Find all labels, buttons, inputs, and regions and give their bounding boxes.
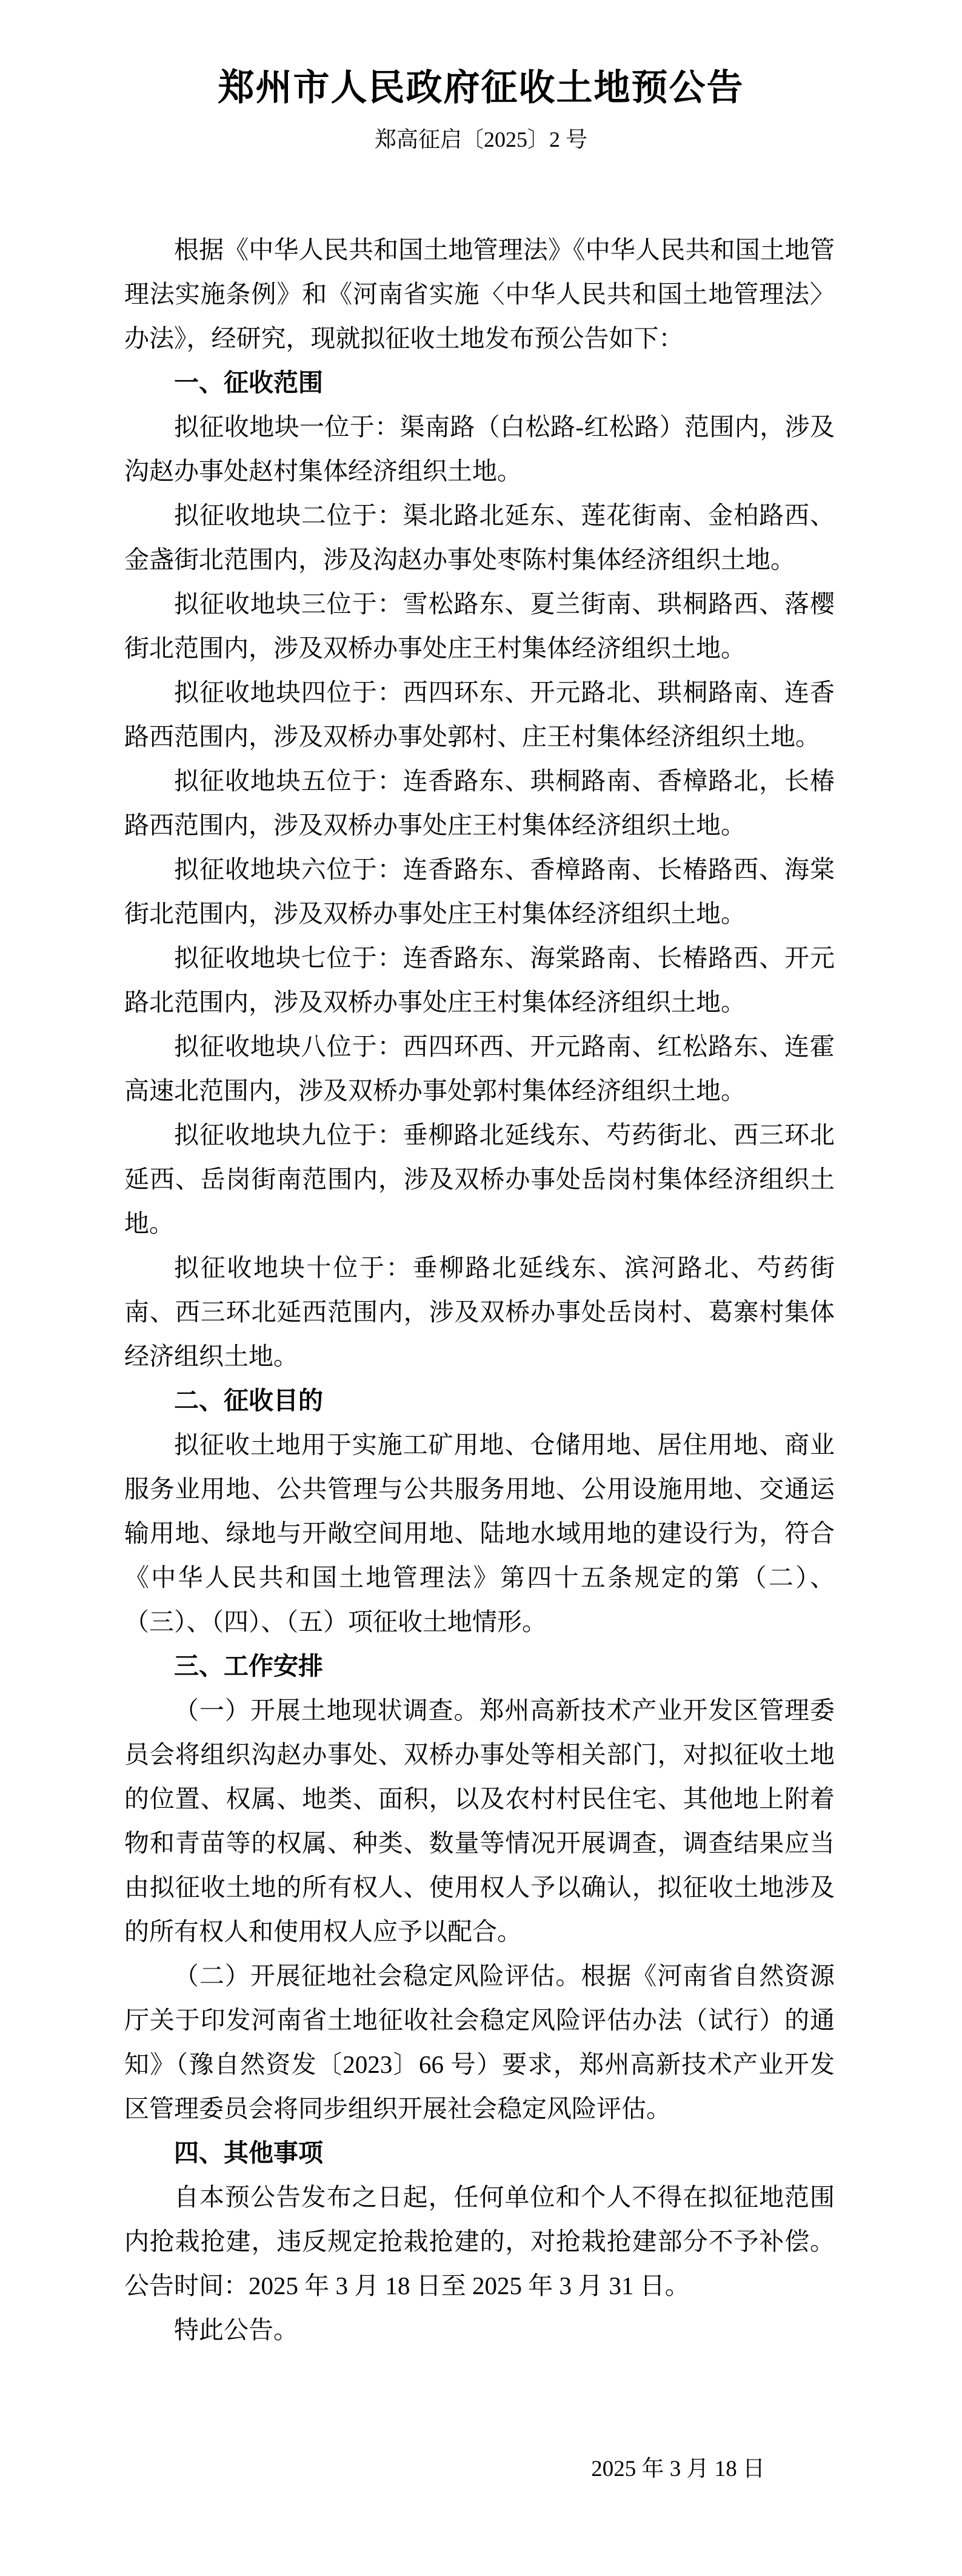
section-heading-scope: 一、征收范围 <box>174 369 323 396</box>
section-heading-work-plan: 三、工作安排 <box>174 1652 323 1680</box>
work-item-risk-assessment-paragraph: （二）开展征地社会稳定风险评估。根据《河南省自然资源厅关于印发河南省土地征收社会稳定风险评估办法（试行）的通知》（豫自然资发〔2023〕66 号）要求，郑州高新技术产业开发区管理委员会将同步组织开展社会稳定风险评估。 <box>124 1962 835 2123</box>
issue-date-text: 2025 年 3 月 18 日 <box>591 2457 765 2481</box>
section-heading-other-matters: 四、其他事项 <box>174 2139 323 2167</box>
document-title: 郑州市人民政府征收土地预公告 <box>218 67 744 108</box>
intro-paragraph: 根据《中华人民共和国土地管理法》《中华人民共和国土地管理法实施条例》和《河南省实施〈中华人民共和国土地管理法〉办法》，经研究，现就拟征收土地发布预公告如下： <box>124 236 835 352</box>
parcel-paragraph-6: 拟征收地块六位于：连香路东、香樟路南、长椿路西、海棠街北范围内，涉及双桥办事处庄王村集体经济组织土地。 <box>124 855 835 928</box>
parcel-paragraph-9: 拟征收地块九位于：垂柳路北延线东、芍药街北、西三环北延西、岳岗街南范围内，涉及双桥办事处岳岗村集体经济组织土地。 <box>124 1121 835 1237</box>
parcel-paragraph-8: 拟征收地块八位于：西四环西、开元路南、红松路东、连霍高速北范围内，涉及双桥办事处郭村集体经济组织土地。 <box>124 1032 835 1105</box>
section-heading-purpose: 二、征收目的 <box>174 1387 323 1414</box>
parcel-paragraph-4: 拟征收地块四位于：西四环东、开元路北、珙桐路南、连香路西范围内，涉及双桥办事处郭村、庄王村集体经济组织土地。 <box>124 678 835 751</box>
other-matters-paragraph: 自本预公告发布之日起，任何单位和个人不得在拟征地范围内抢栽抢建，违反规定抢栽抢建的，对抢栽抢建部分不予补偿。公告时间：2025 年 3 月 18 日至 2025 年 3 月 31 日。 <box>124 2183 835 2300</box>
parcel-paragraph-2: 拟征收地块二位于：渠北路北延东、莲花街南、金柏路西、金盏街北范围内，涉及沟赵办事处枣陈村集体经济组织土地。 <box>124 501 835 574</box>
issue-date <box>124 2457 835 2482</box>
closing-paragraph: 特此公告。 <box>174 2316 298 2344</box>
parcel-paragraph-7: 拟征收地块七位于：连香路东、海棠路南、长椿路西、开元路北范围内，涉及双桥办事处庄王村集体经济组织土地。 <box>124 944 835 1016</box>
work-item-survey-paragraph: （一）开展土地现状调查。郑州高新技术产业开发区管理委员会将组织沟赵办事处、双桥办事处等相关部门，对拟征收土地的位置、权属、地类、面积，以及农村村民住宅、其他地上附着物和青苗等的权属、种类、数量等情况开展调查，调查结果应当由拟征收土地的所有权人、使用权人予以确认，拟征收土地涉及的所有权人和使用权人应予以配合。 <box>124 1696 835 1945</box>
parcel-paragraph-1: 拟征收地块一位于：渠南路（白松路-红松路）范围内，涉及沟赵办事处赵村集体经济组织土地。 <box>124 413 835 485</box>
parcel-paragraph-10: 拟征收地块十位于：垂柳路北延线东、滨河路北、芍药街南、西三环北延西范围内，涉及双桥办事处岳岗村、葛寨村集体经济组织土地。 <box>124 1254 835 1370</box>
purpose-paragraph: 拟征收土地用于实施工矿用地、仓储用地、居住用地、商业服务业用地、公共管理与公共服务用地、公用设施用地、交通运输用地、绿地与开敞空间用地、陆地水域用地的建设行为，符合《中华人民共和国土地管理法》第四十五条规定的第（二）、（三）、（四）、（五）项征收土地情形。 <box>124 1431 835 1636</box>
parcel-paragraph-5: 拟征收地块五位于：连香路东、珙桐路南、香樟路北，长椿路西范围内，涉及双桥办事处庄王村集体经济组织土地。 <box>124 767 835 839</box>
document-number: 郑高征启〔2025〕2 号 <box>374 127 587 152</box>
document-body <box>124 228 835 2482</box>
parcel-paragraph-3: 拟征收地块三位于：雪松路东、夏兰街南、珙桐路西、落樱街北范围内，涉及双桥办事处庄王村集体经济组织土地。 <box>124 590 835 662</box>
